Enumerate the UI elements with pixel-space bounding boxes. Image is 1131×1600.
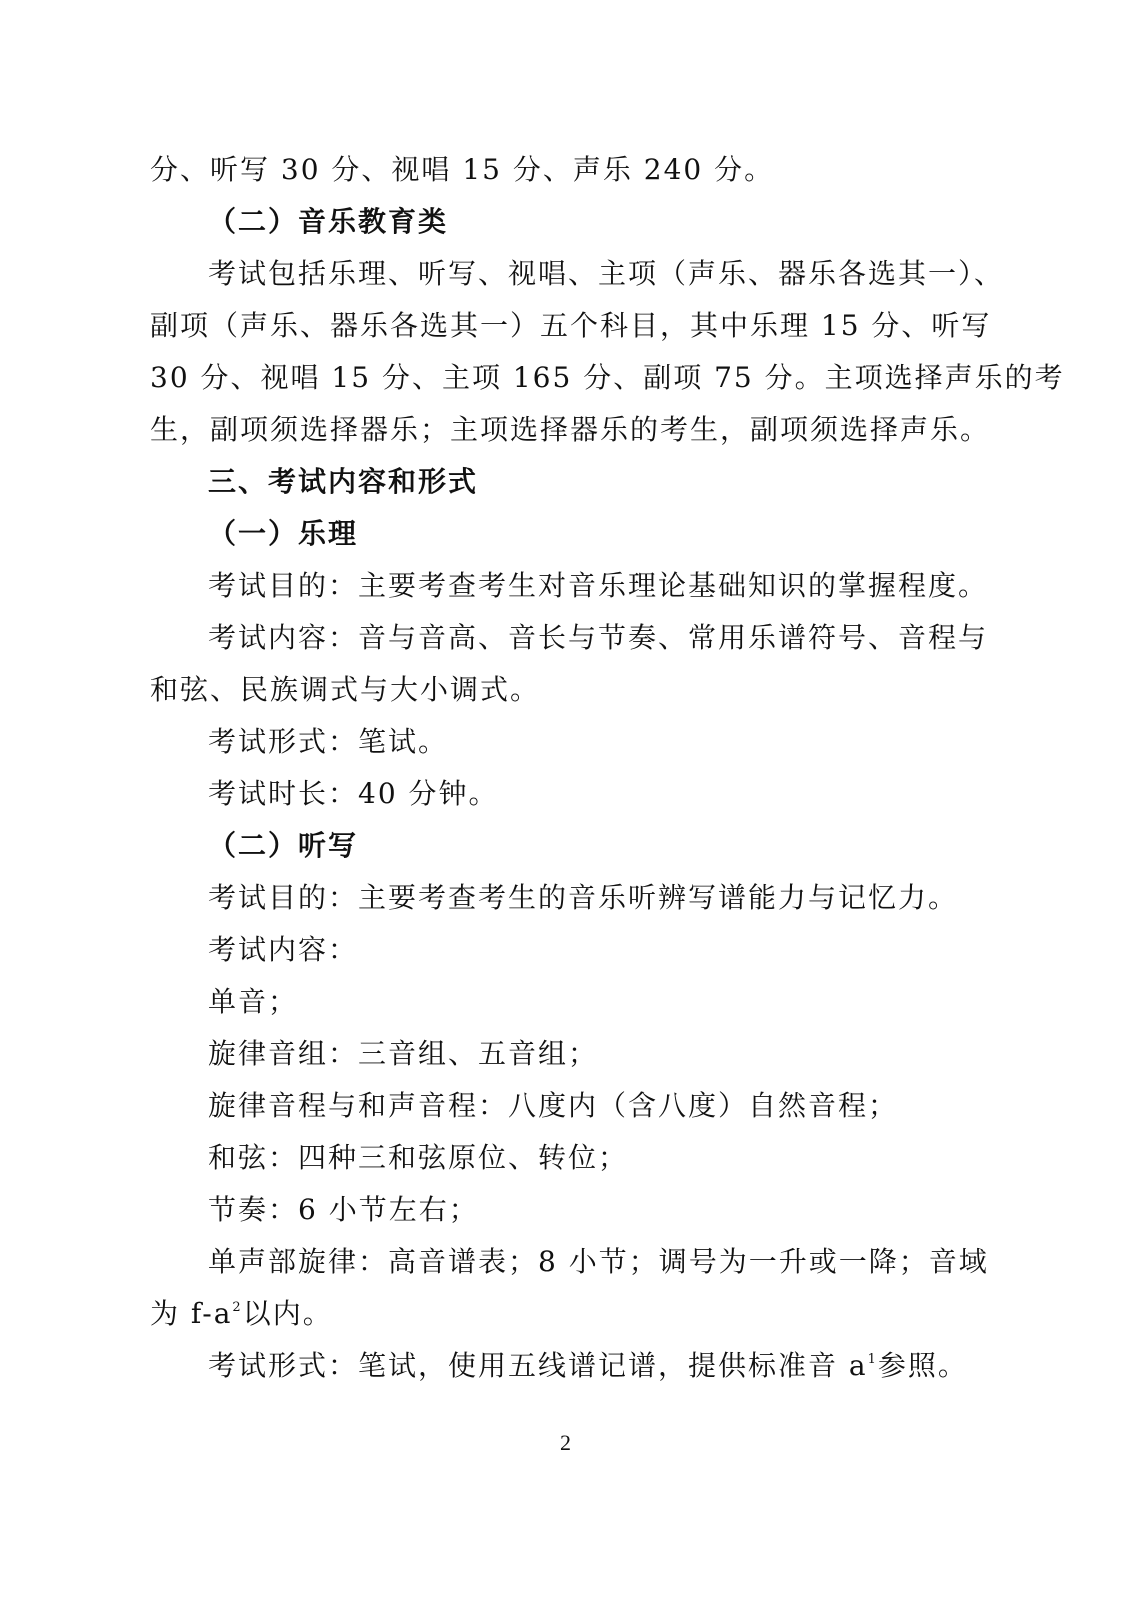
range-suffix: 以内。 [242, 1297, 333, 1330]
section-heading-music-education: （二）音乐教育类 [208, 205, 449, 238]
form-prefix: 考试形式：笔试，使用五线谱记谱，提供标准音 a [208, 1349, 868, 1382]
body-text-line: 副项（声乐、器乐各选其一）五个科目，其中乐理 15 分、听写 [150, 309, 992, 342]
list-item: 旋律音组：三音组、五音组； [208, 1037, 599, 1070]
body-text-line: 考试目的：主要考查考生对音乐理论基础知识的掌握程度。 [208, 569, 989, 602]
list-item: 单音； [208, 985, 299, 1018]
list-item: 和弦：四种三和弦原位、转位； [208, 1141, 629, 1174]
form-superscript: 1 [867, 1351, 878, 1367]
body-text-line: 考试形式：笔试。 [208, 725, 449, 758]
range-prefix: 为 f-a [150, 1297, 233, 1330]
page-number: 2 [560, 1430, 571, 1455]
body-text-line: 分、听写 30 分、视唱 15 分、声乐 240 分。 [150, 153, 775, 186]
list-item: 单声部旋律：高音谱表；8 小节；调号为一升或一降；音域 [208, 1245, 989, 1278]
body-text-line: 考试包括乐理、听写、视唱、主项（声乐、器乐各选其一）、 [208, 257, 1005, 290]
list-item: 旋律音程与和声音程：八度内（含八度）自然音程； [208, 1089, 899, 1122]
body-text-line: 考试时长：40 分钟。 [208, 777, 499, 810]
form-suffix: 参照。 [877, 1349, 968, 1382]
body-text-line: 生，副项须选择器乐；主项选择器乐的考生，副项须选择声乐。 [150, 413, 991, 446]
body-text-line: 考试内容：音与音高、音长与节奏、常用乐谱符号、音程与 [208, 621, 989, 654]
section-heading-exam-content: 三、考试内容和形式 [208, 465, 479, 498]
exam-form-line [208, 1346, 968, 1386]
body-text-line: 考试内容： [208, 933, 359, 966]
range-superscript: 2 [232, 1299, 243, 1315]
body-text-line: 和弦、民族调式与大小调式。 [150, 673, 541, 706]
body-text-line: 考试目的：主要考查考生的音乐听辨写谱能力与记忆力。 [208, 881, 959, 914]
body-text-line: 30 分、视唱 15 分、主项 165 分、副项 75 分。主项选择声乐的考 [150, 361, 1065, 394]
range-line [150, 1294, 333, 1334]
subsection-heading-dictation: （二）听写 [208, 829, 359, 862]
list-item: 节奏：6 小节左右； [208, 1193, 479, 1226]
subsection-heading-music-theory: （一）乐理 [208, 517, 359, 550]
